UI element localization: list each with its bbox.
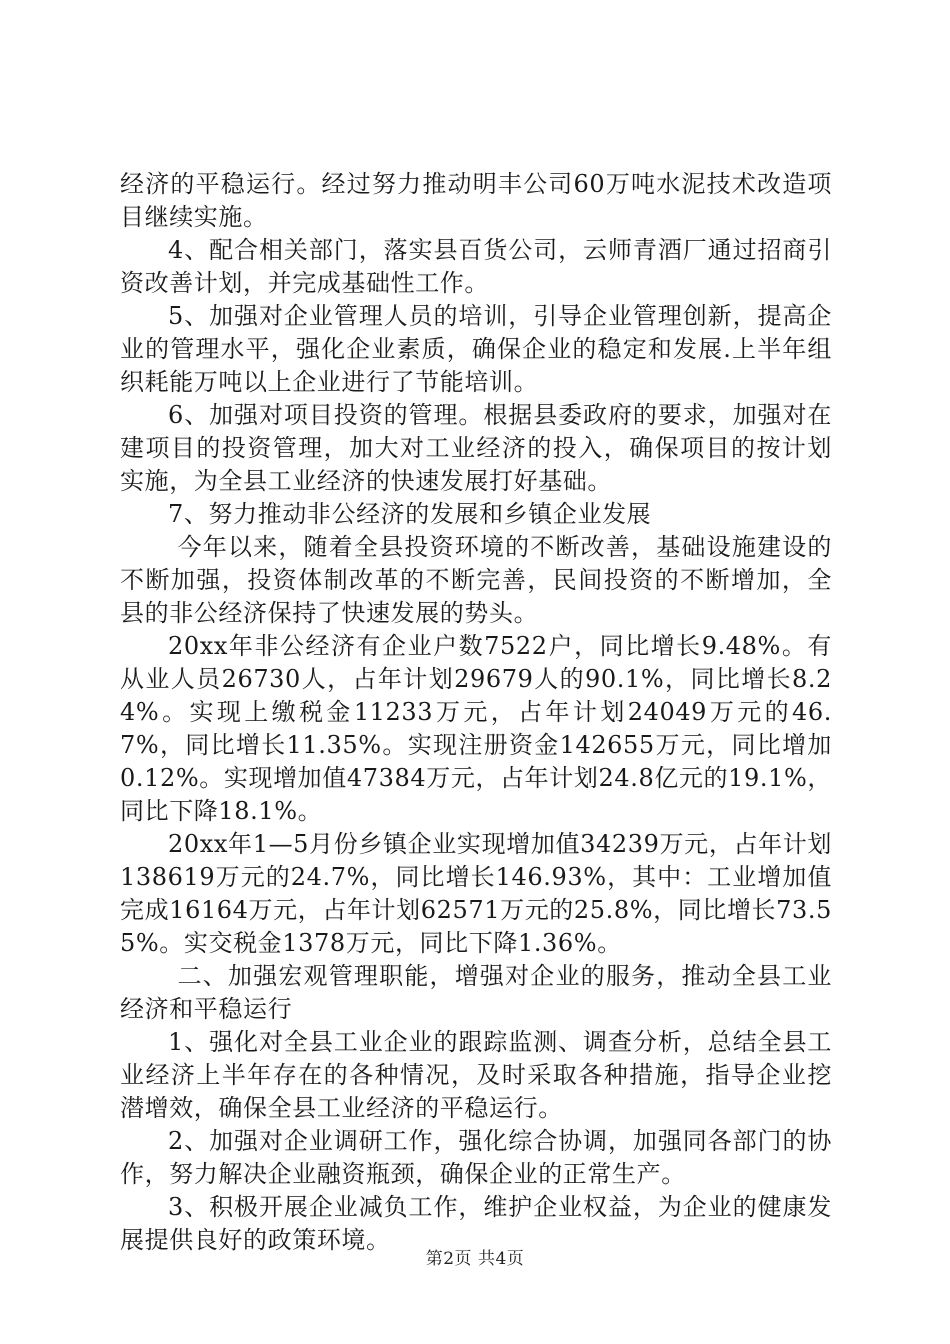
page-footer bbox=[0, 1244, 950, 1269]
paragraph-section2-item-2: 2、加强对企业调研工作，强化综合协调，加强同各部门的协作，努力解决企业融资瓶颈，确保企业的正常生产。 bbox=[120, 1127, 832, 1188]
paragraph-item-7: 7、努力推动非公经济的发展和乡镇企业发展 bbox=[168, 500, 652, 528]
section-heading-two: 二、加强宏观管理职能，增强对企业的服务，推动全县工业经济和平稳运行 bbox=[120, 962, 832, 1023]
paragraph-item-4: 4、配合相关部门，落实县百货公司，云师青酒厂通过招商引资改善计划，并完成基础性工作。 bbox=[120, 236, 832, 297]
paragraph-item-6: 6、加强对项目投资的管理。根据县委政府的要求，加强对在建项目的投资管理，加大对工业经济的投入，确保项目的按计划实施，为全县工业经济的快速发展打好基础。 bbox=[120, 401, 832, 495]
paragraph-private-economy-stats: 20xx年非公经济有企业户数7522户，同比增长9.48%。有从业人员26730人，占年计划29679人的90.1%，同比增长8.24%。实现上缴税金11233万元，占年计划24049万元的46.7%，同比增长11.35%。实现注册资金142655万元，同比增加0.12%。实现增加值47384万元，占年计划24.8亿元的19.1%，同比下降18.1%。 bbox=[120, 632, 832, 825]
page-number-label: 第2页 共4页 bbox=[425, 1249, 525, 1269]
paragraph-private-economy-intro: 今年以来，随着全县投资环境的不断改善，基础设施建设的不断加强，投资体制改革的不断完善，民间投资的不断增加，全县的非公经济保持了快速发展的势头。 bbox=[120, 533, 832, 627]
paragraph-township-enterprise-stats: 20xx年1—5月份乡镇企业实现增加值34239万元，占年计划138619万元的24.7%，同比增长146.93%，其中：工业增加值完成16164万元，占年计划62571万元的25.8%，同比增长73.55%。实交税金1378万元，同比下降1.36%。 bbox=[120, 830, 832, 957]
document-body bbox=[120, 168, 832, 1257]
paragraph-section2-item-3: 3、积极开展企业减负工作，维护企业权益，为企业的健康发展提供良好的政策环境。 bbox=[120, 1193, 832, 1254]
paragraph-section2-item-1: 1、强化对全县工业企业的跟踪监测、调查分析，总结全县工业经济上半年存在的各种情况，及时采取各种措施，指导企业挖潜增效，确保全县工业经济的平稳运行。 bbox=[120, 1028, 832, 1122]
paragraph-item-5: 5、加强对企业管理人员的培训，引导企业管理创新，提高企业的管理水平，强化企业素质，确保企业的稳定和发展.上半年组织耗能万吨以上企业进行了节能培训。 bbox=[120, 302, 832, 396]
paragraph-continuation: 经济的平稳运行。经过努力推动明丰公司60万吨水泥技术改造项目继续实施。 bbox=[120, 170, 832, 231]
